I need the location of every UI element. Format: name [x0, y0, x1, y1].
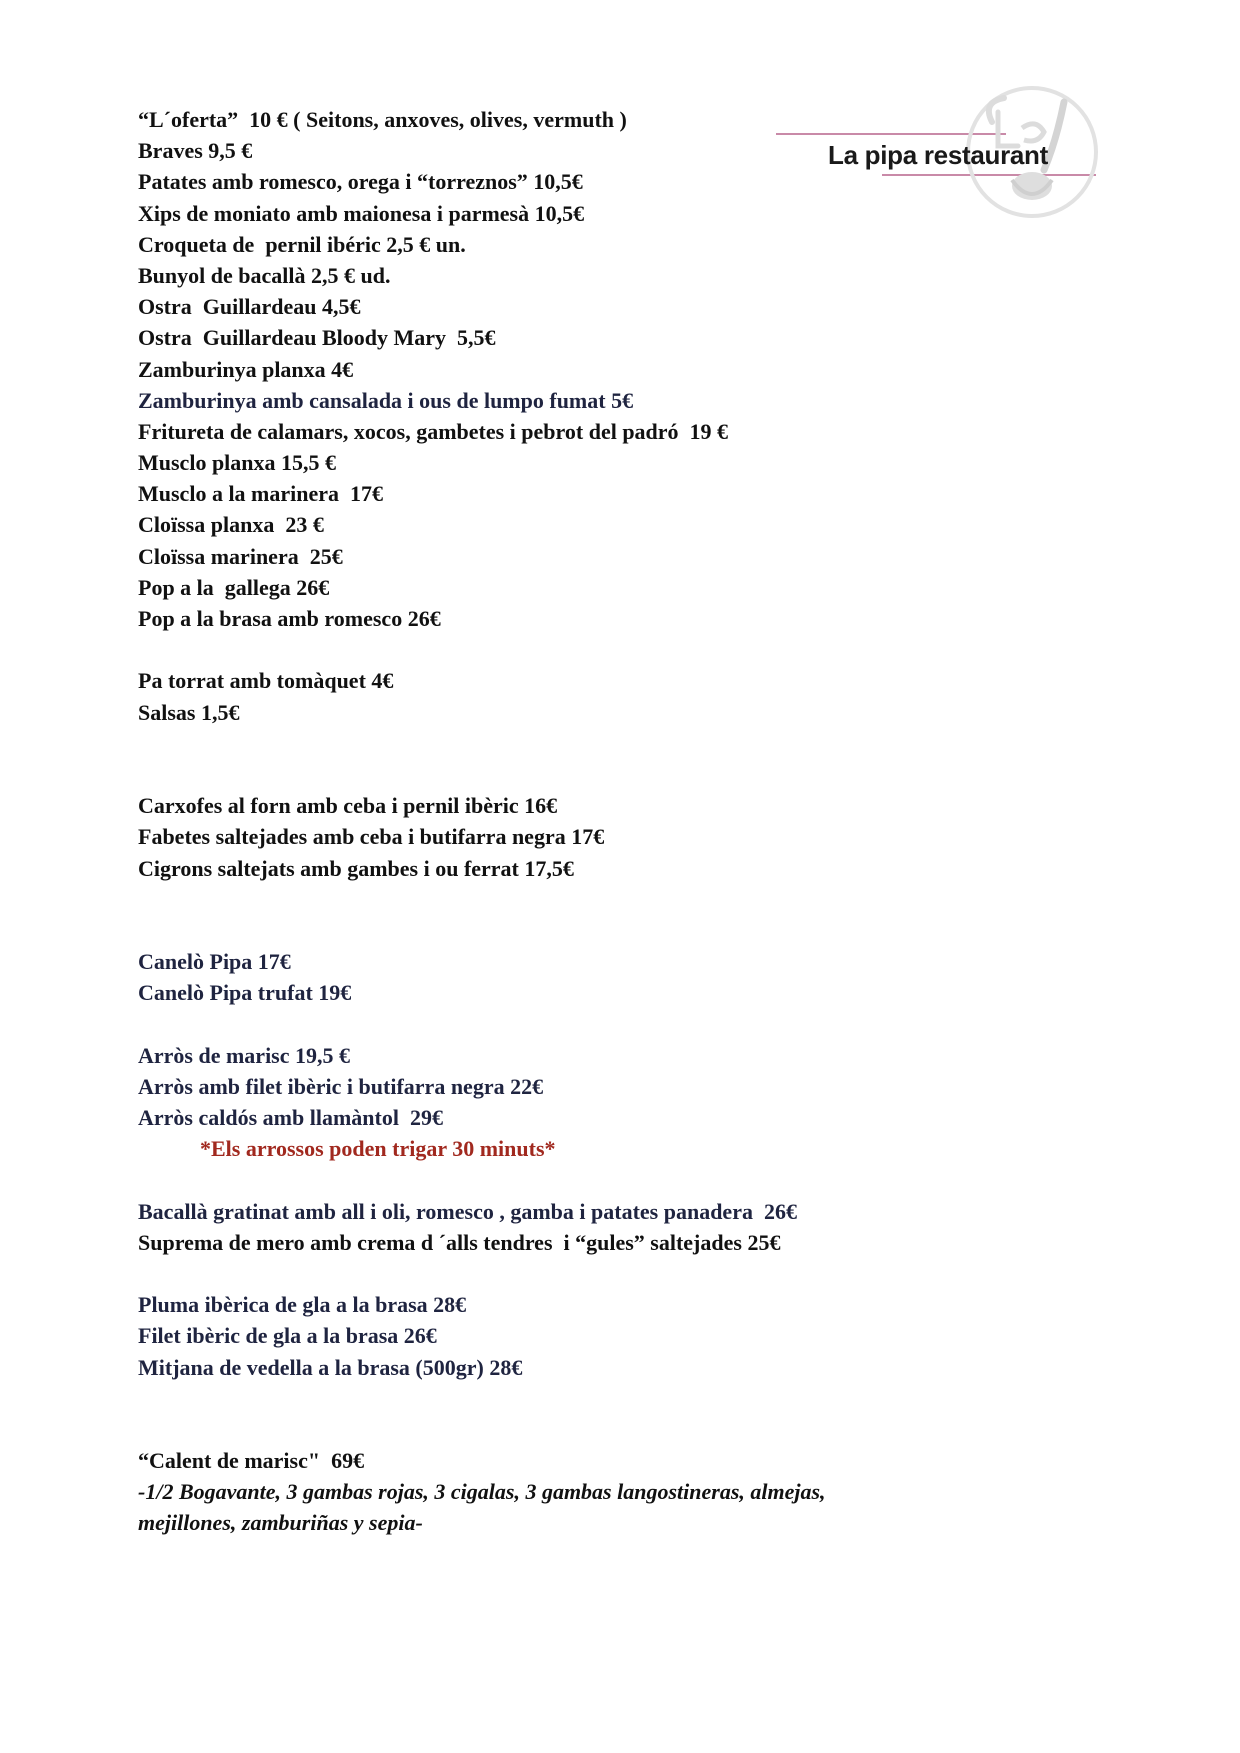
menu-item: Carxofes al forn amb ceba i pernil ibèric 16€ — [138, 793, 558, 819]
menu-item: Patates amb romesco, orega i “torreznos” 10,5€ — [138, 169, 583, 195]
restaurant-name: La pipa restaurant — [828, 140, 1048, 170]
menu-item: Ostra Guillardeau Bloody Mary 5,5€ — [138, 325, 496, 351]
menu-item: Musclo a la marinera 17€ — [138, 481, 384, 507]
section-spacer — [138, 1164, 1038, 1195]
rice-wait-note: *Els arrossos poden trigar 30 minuts* — [200, 1136, 556, 1162]
section-spacer — [138, 1008, 1038, 1039]
seafood-platter-description: -1/2 Bogavante, 3 gambas rojas, 3 cigalas, 3 gambas langostineras, almejas, — [138, 1479, 826, 1505]
menu-item: Canelò Pipa trufat 19€ — [138, 980, 352, 1006]
menu-item: Ostra Guillardeau 4,5€ — [138, 294, 361, 320]
menu-item: Fabetes saltejades amb ceba i butifarra negra 17€ — [138, 824, 605, 850]
section-spacer — [138, 1258, 1038, 1289]
menu-item: Pluma ibèrica de gla a la brasa 28€ — [138, 1292, 467, 1318]
seafood-platter-title: “Calent de marisc" 69€ — [138, 1448, 365, 1474]
menu-item: Bunyol de bacallà 2,5 € ud. — [138, 262, 391, 288]
section-spacer — [138, 884, 1038, 946]
menu-item: Pop a la brasa amb romesco 26€ — [138, 606, 441, 631]
menu-item: “L´oferta” 10 € ( Seitons, anxoves, olives, vermuth ) — [138, 107, 627, 132]
menu-item: Suprema de mero amb crema d ´alls tendres i “gules” saltejades 25€ — [138, 1229, 781, 1255]
seafood-platter-description: mejillones, zamburiñas y sepia- — [138, 1510, 423, 1536]
menu-item: Zamburinya planxa 4€ — [138, 356, 354, 382]
section-spacer — [138, 634, 1038, 665]
menu-item: Braves 9,5 € — [138, 138, 253, 164]
section-spacer — [138, 1383, 1038, 1445]
menu-item: Salsas 1,5€ — [138, 699, 240, 725]
menu-item: Pop a la gallega 26€ — [138, 574, 330, 600]
menu-item: Cigrons saltejats amb gambes i ou ferrat 17,5€ — [138, 855, 574, 881]
menu-item: Mitjana de vedella a la brasa (500gr) 28€ — [138, 1354, 523, 1380]
menu-item: Arròs caldós amb llamàntol 29€ — [138, 1105, 443, 1131]
menu-item: Zamburinya amb cansalada i ous de lumpo fumat 5€ — [138, 387, 634, 413]
menu-item: Croqueta de pernil ibéric 2,5 € un. — [138, 231, 466, 257]
menu-item: Arròs amb filet ibèric i butifarra negra 22€ — [138, 1073, 544, 1099]
menu-item: Arròs de marisc 19,5 € — [138, 1042, 351, 1068]
menu-item: Fritureta de calamars, xocos, gambetes i pebrot del padró 19 € — [138, 418, 729, 444]
menu-item: Cloïssa marinera 25€ — [138, 543, 343, 569]
menu-item: Xips de moniato amb maionesa i parmesà 10,5€ — [138, 200, 585, 226]
menu-item: Cloïssa planxa 23 € — [138, 512, 324, 538]
menu-item: Bacallà gratinat amb all i oli, romesco , gamba i patates panadera 26€ — [138, 1198, 797, 1224]
menu-item: Canelò Pipa 17€ — [138, 949, 291, 975]
section-spacer — [138, 728, 1038, 790]
menu-item: Filet ibèric de gla a la brasa 26€ — [138, 1323, 437, 1349]
menu-list — [138, 104, 1038, 1539]
menu-item: Pa torrat amb tomàquet 4€ — [138, 668, 394, 694]
menu-item: Musclo planxa 15,5 € — [138, 450, 337, 476]
